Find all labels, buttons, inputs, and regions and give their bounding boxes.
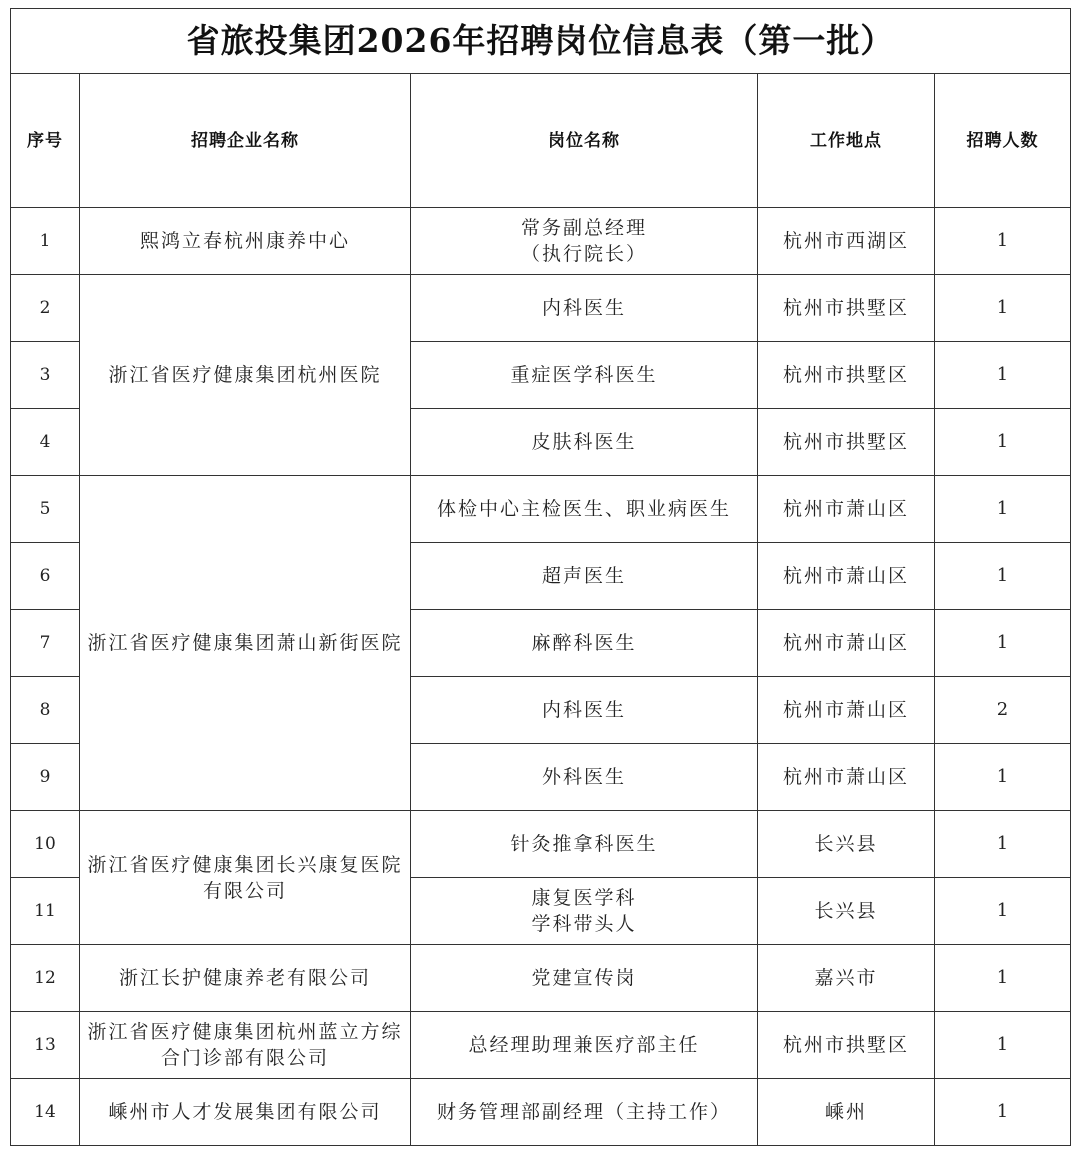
work-location: 杭州市萧山区 <box>758 543 935 610</box>
company-name: 浙江长护健康养老有限公司 <box>80 945 411 1012</box>
work-location: 杭州市拱墅区 <box>758 342 935 409</box>
work-location: 杭州市萧山区 <box>758 610 935 677</box>
work-location: 杭州市拱墅区 <box>758 275 935 342</box>
position-line: 学科带头人 <box>531 913 637 935</box>
work-location: 杭州市西湖区 <box>758 208 935 275</box>
hire-count: 1 <box>935 744 1071 811</box>
company-name: 熙鸿立春杭州康养中心 <box>80 208 411 275</box>
work-location: 杭州市拱墅区 <box>758 409 935 476</box>
company-name: 浙江省医疗健康集团萧山新街医院 <box>80 476 411 811</box>
hire-count: 1 <box>935 275 1071 342</box>
position-name: 党建宣传岗 <box>411 945 758 1012</box>
work-location: 嵊州 <box>758 1079 935 1146</box>
hire-count: 1 <box>935 610 1071 677</box>
hire-count: 1 <box>935 342 1071 409</box>
row-index: 12 <box>11 945 80 1012</box>
position-name: 内科医生 <box>411 275 758 342</box>
row-index: 9 <box>11 744 80 811</box>
work-location: 杭州市拱墅区 <box>758 1012 935 1079</box>
hire-count: 1 <box>935 878 1071 945</box>
work-location: 长兴县 <box>758 811 935 878</box>
position-name: 麻醉科医生 <box>411 610 758 677</box>
company-name: 浙江省医疗健康集团长兴康复医院有限公司 <box>80 811 411 945</box>
row-index: 4 <box>11 409 80 476</box>
row-index: 2 <box>11 275 80 342</box>
header-company: 招聘企业名称 <box>80 74 411 208</box>
work-location: 长兴县 <box>758 878 935 945</box>
position-name: 体检中心主检医生、职业病医生 <box>411 476 758 543</box>
row-index: 3 <box>11 342 80 409</box>
hire-count: 1 <box>935 1079 1071 1146</box>
table-row <box>11 476 1071 543</box>
position-name <box>411 878 758 945</box>
position-line: （执行院长） <box>520 243 647 265</box>
header-index: 序号 <box>11 74 80 208</box>
position-name: 皮肤科医生 <box>411 409 758 476</box>
hire-count: 1 <box>935 409 1071 476</box>
table-row <box>11 275 1071 342</box>
hire-count: 1 <box>935 543 1071 610</box>
row-index: 7 <box>11 610 80 677</box>
company-name: 浙江省医疗健康集团杭州蓝立方综合门诊部有限公司 <box>80 1012 411 1079</box>
row-index: 11 <box>11 878 80 945</box>
company-name: 浙江省医疗健康集团杭州医院 <box>80 275 411 476</box>
row-index: 14 <box>11 1079 80 1146</box>
table-row <box>11 1012 1071 1079</box>
position-name: 财务管理部副经理（主持工作） <box>411 1079 758 1146</box>
row-index: 5 <box>11 476 80 543</box>
table-row <box>11 811 1071 878</box>
row-index: 6 <box>11 543 80 610</box>
position-name: 重症医学科医生 <box>411 342 758 409</box>
header-row <box>11 74 1071 208</box>
table-row <box>11 208 1071 275</box>
position-name: 总经理助理兼医疗部主任 <box>411 1012 758 1079</box>
position-name: 超声医生 <box>411 543 758 610</box>
hire-count: 1 <box>935 811 1071 878</box>
table-row <box>11 945 1071 1012</box>
company-name: 嵊州市人才发展集团有限公司 <box>80 1079 411 1146</box>
work-location: 杭州市萧山区 <box>758 476 935 543</box>
row-index: 1 <box>11 208 80 275</box>
hire-count: 1 <box>935 208 1071 275</box>
hire-count: 1 <box>935 945 1071 1012</box>
position-line: 康复医学科 <box>531 887 637 909</box>
hire-count: 1 <box>935 1012 1071 1079</box>
header-position: 岗位名称 <box>411 74 758 208</box>
position-name <box>411 208 758 275</box>
hire-count: 2 <box>935 677 1071 744</box>
work-location: 杭州市萧山区 <box>758 744 935 811</box>
table-row <box>11 1079 1071 1146</box>
position-name: 针灸推拿科医生 <box>411 811 758 878</box>
row-index: 10 <box>11 811 80 878</box>
position-name: 外科医生 <box>411 744 758 811</box>
header-location: 工作地点 <box>758 74 935 208</box>
hire-count: 1 <box>935 476 1071 543</box>
table-title: 省旅投集团2026年招聘岗位信息表（第一批） <box>11 9 1071 74</box>
row-index: 13 <box>11 1012 80 1079</box>
header-count: 招聘人数 <box>935 74 1071 208</box>
position-name: 内科医生 <box>411 677 758 744</box>
recruitment-table <box>10 8 1071 1146</box>
work-location: 嘉兴市 <box>758 945 935 1012</box>
row-index: 8 <box>11 677 80 744</box>
position-line: 常务副总经理 <box>520 217 647 239</box>
recruitment-table-sheet <box>10 8 1070 1146</box>
work-location: 杭州市萧山区 <box>758 677 935 744</box>
